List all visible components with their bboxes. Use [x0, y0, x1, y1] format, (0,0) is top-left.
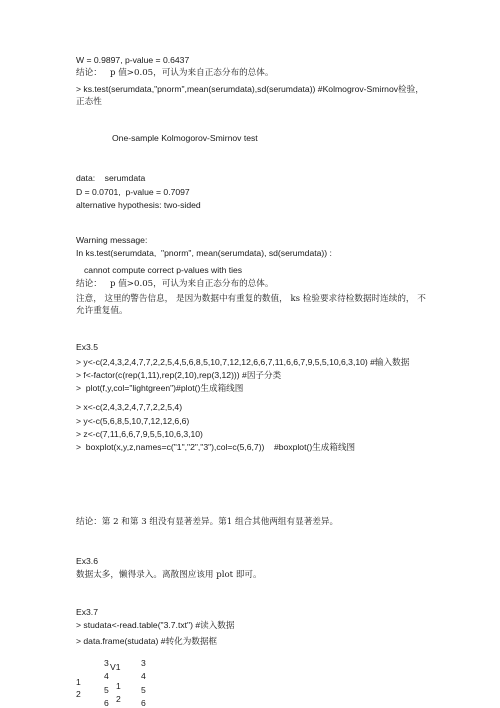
table-cell: 4 — [104, 671, 109, 681]
table-cell: 3 — [104, 658, 109, 668]
table-cell: 3 — [141, 658, 146, 668]
table-cell: 2 — [116, 694, 121, 704]
warning-header: Warning message: — [76, 235, 148, 245]
ex37-heading: Ex3.7 — [76, 607, 98, 617]
ks-stat-line: D = 0.0701, p-value = 0.7097 — [76, 187, 190, 197]
ex35-heading: Ex3.5 — [76, 342, 98, 352]
row-index-2: 2 — [76, 689, 81, 699]
ex35-cmd-z: > z<-c(7,11,6,6,7,9,5,5,10,6,3,10) — [76, 429, 203, 439]
ex37-cmd-read: > studata<-read.table("3.7.txt") #读入数据 — [76, 620, 235, 630]
conclusion-normal-2: 结论： p 值>0.05，可认为来自正态分布的总体。 — [76, 279, 274, 289]
ex35-conclusion: 结论：第 2 和第 3 组没有显著差异。第1 组合其他两组有显著差异。 — [76, 517, 339, 527]
ex35-cmd-factor: > f<-factor(c(rep(1,11),rep(2,10),rep(3,12))) #因子分类 — [76, 370, 282, 380]
conclusion-normal-1: 结论： p 值>0.05，可认为来自正态分布的总体。 — [76, 68, 274, 78]
ks-test-title: One-sample Kolmogorov-Smirnov test — [112, 133, 258, 143]
ex35-cmd-boxplot: > boxplot(x,y,z,names=c("1","2","3"),col=c(5,6,7)) #boxplot()生成箱线图 — [76, 442, 356, 452]
table-cell: 4 — [141, 671, 146, 681]
table-cell: 5 — [104, 685, 109, 695]
ex36-heading: Ex3.6 — [76, 556, 98, 566]
ex35-cmd-x: > x<-c(2,4,3,2,4,7,7,2,2,5,4) — [76, 402, 183, 412]
column-header-v1: V1 — [110, 662, 121, 672]
warning-text: cannot compute correct p-values with ties — [84, 265, 243, 275]
ks-data-line: data: serumdata — [76, 173, 146, 183]
note-ties: 注意， 这里的警告信息， 是因为数据中有重复的数值， ks 检验要求待检数据时连续的， 不允许重复值。 — [76, 294, 426, 316]
ks-alternative-line: alternative hypothesis: two-sided — [76, 200, 201, 210]
row-index-1: 1 — [76, 677, 81, 687]
table-cell: 1 — [116, 681, 121, 691]
warning-call: In ks.test(serumdata, "pnorm", mean(serumdata), sd(serumdata)) : — [76, 248, 332, 258]
ex35-cmd-plot: > plot(f,y,col="lightgreen")#plot()生成箱线图 — [76, 383, 244, 393]
table-cell: 6 — [141, 698, 146, 708]
shapiro-result-line: W = 0.9897, p-value = 0.6437 — [76, 55, 190, 65]
ex37-cmd-frame: > data.frame(studata) #转化为数据框 — [76, 636, 218, 646]
ks-test-command: > ks.test(serumdata,"pnorm",mean(serumdata),sd(serumdata)) #Kolmogrov-Smirnov检验，正态性 — [76, 84, 424, 106]
table-cell: 5 — [141, 685, 146, 695]
ex35-cmd-y2: > y<-c(5,6,8,5,10,7,12,12,6,6) — [76, 416, 190, 426]
ex35-cmd-y: > y<-c(2,4,3,2,4,7,7,2,2,5,4,5,6,8,5,10,7,12,12,6,6,7,11,6,6,7,9,5,5,10,6,3,10) #输入数据 — [76, 357, 410, 367]
ex36-note: 数据太多，懒得录入。离散图应该用 plot 即可。 — [76, 570, 262, 580]
table-cell: 6 — [104, 698, 109, 708]
